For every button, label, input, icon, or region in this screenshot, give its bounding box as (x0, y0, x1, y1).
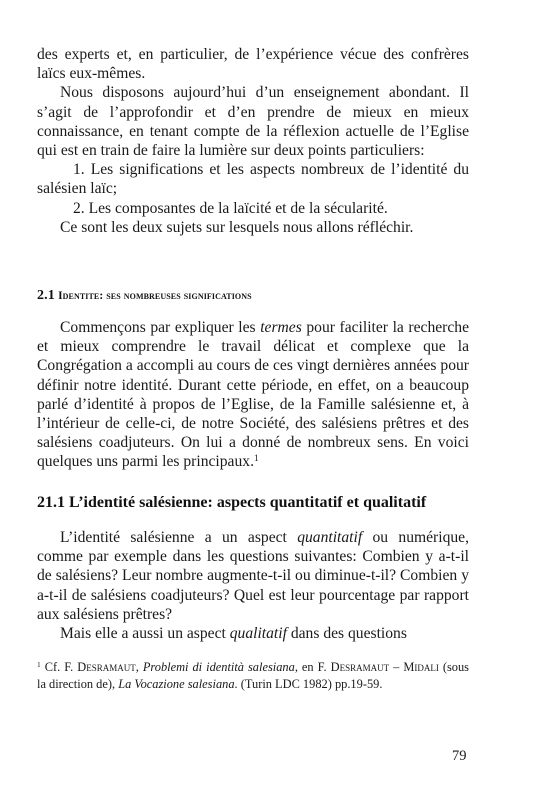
opening-block (37, 45, 469, 237)
paragraph-nous-disposons: Nous disposons aujourd’hui d’un enseignement abondant. Il s’agit de l’approfondir et d’en prendre de mieux en mieux connaissance, en tenant compte de la réflexion actuelle de l’Eglise qui est en train de faire la lumière sur deux points particuliers: (37, 84, 469, 160)
section-2-1-body (37, 318, 469, 472)
emphasis-termes: termes (260, 319, 302, 336)
text-run: , en F. (294, 660, 331, 674)
text-run: (sous la direction de), (37, 660, 469, 691)
section-title: Identite: ses nombreuses significations (58, 290, 252, 302)
section-heading-2-1 (37, 288, 477, 304)
text-run: pour faciliter la recherche et mieux comprendre le travail délicat et complexe que la Congrégation a accompli au cours de ces vingt dernières années pour définir notre identité. Durant cette période, en effet, on a beaucoup parlé d’identité à propos de l’Eglise, de la Famille salésienne et, à l’intérieur de celle-ci, de notre Société, des salésiens prêtres et des salésiens coadjuteurs. On lui a donné de nombreux sens. En voici quelques uns parmi les principaux. (37, 319, 469, 471)
paragraph-qualitatif (37, 624, 469, 643)
footnote: $^1$ Cf. F. Desramaut, Problemi di identità salesiana, en F. Desramaut – Midali (sous la direction de), La Vocazione salesiana. (Turin LDC 1982) pp.19-59. (37, 659, 469, 691)
paragraph-closing: Ce sont les deux sujets sur lesquels nous allons réfléchir. (60, 218, 414, 236)
text-run: Mais elle a aussi un aspect (60, 625, 230, 643)
continuation-line: des experts et, en particulier, de l’expérience vécue des confrères laïcs eux-mêmes. (37, 46, 469, 83)
footnote-marker: 1 (37, 659, 41, 669)
text-run: Commençons par expliquer les (60, 319, 261, 336)
paragraph-quantitatif (37, 528, 469, 624)
paragraph-commencons (37, 318, 469, 472)
author-name: Midali (403, 660, 439, 674)
list-item-2: 2. Les composantes de la laïcité et de la sécularité. (73, 199, 388, 217)
text-run: ou numérique, comme par exemple dans les questions suivantes: Combien y a-t-il de salésiens? Leur nombre augmente-t-il ou diminue-t-il? Combien y a-t-il de salésiens coadjuteurs? Quel est leur pourcentage par rapport aux salésiens prêtres? (37, 529, 469, 623)
section-number: 2.1 (37, 288, 55, 303)
author-name: Desramaut (77, 660, 136, 674)
text-run: Cf. F. (44, 660, 78, 674)
text-run: dans des questions (286, 625, 407, 643)
subsection-body (37, 528, 469, 643)
footnote-reference: 1 (253, 454, 259, 465)
text-run: L’identité salésienne a un aspect (60, 529, 298, 546)
emphasis-qualitatif: qualitatif (229, 625, 287, 643)
text-run: . (Turin LDC 1982) pp.19-59. (234, 677, 383, 691)
text-run: – (389, 660, 404, 674)
subsection-heading-21-1: 21.1 L’identité salésienne: aspects quantitatif et qualitatif (37, 494, 427, 511)
book-title: La Vocazione salesiana (118, 677, 235, 691)
emphasis-quantitatif: quantitatif (297, 529, 363, 546)
author-name: Desramaut (330, 660, 390, 674)
page-number: 79 (452, 748, 467, 764)
book-title: Problemi di identità salesiana (142, 660, 295, 674)
list-item-1: 1. Les significations et les aspects nombreux de l’identité du salésien laïc; (37, 161, 469, 198)
